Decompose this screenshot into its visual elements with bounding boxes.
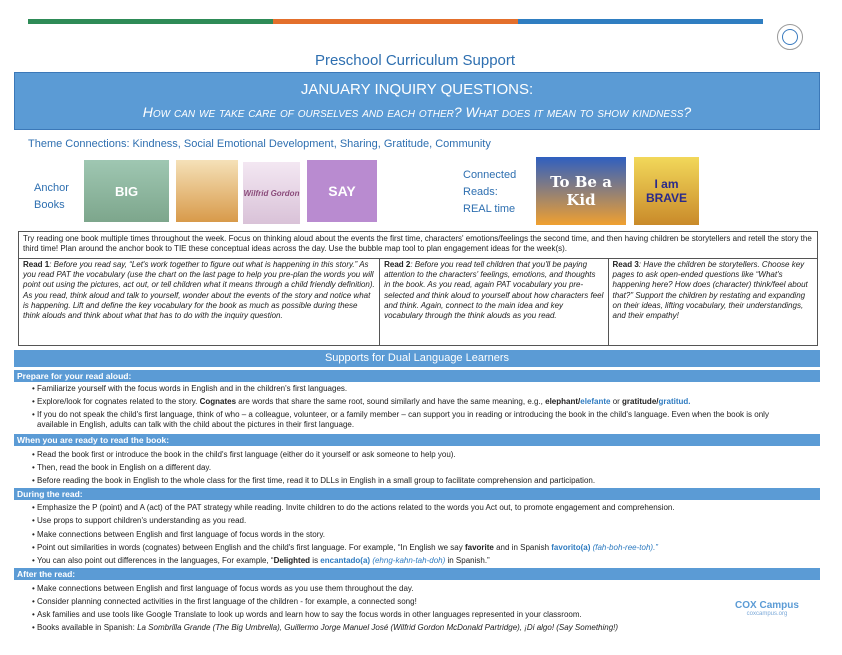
during-bullet-4 — [37, 543, 797, 553]
connected-label-line3: REAL time — [463, 203, 516, 215]
anchor-label-line2: Books — [34, 199, 65, 211]
after-b4-text-a: Books available in Spanish: — [37, 623, 138, 632]
during-bullet-2: • Use props to support children's understanding as you read. — [37, 516, 797, 526]
read-2-cell — [379, 259, 607, 345]
read-2-label: Read 2 — [384, 260, 411, 269]
during-bullet-3: • Make connections between English and first language of focus words in the story. — [37, 530, 797, 540]
read-2-text: : Before you read tell children that you'll be paying attention to the characters' feelings, emotions, and thoughts in the book. As you read, again PAT vocabulary you pre-selected and think aloud to yourself about how characters feel and think. Again, connect to the main idea and key vocabulary through the think alouds as you read. — [384, 260, 604, 321]
book-title-1: BIG — [114, 183, 139, 199]
book-title-4: SAY — [328, 183, 356, 199]
after-section-header: After the read: — [14, 568, 820, 580]
seal-inner — [782, 29, 798, 45]
book-cover-i-am-brave — [634, 157, 699, 225]
during-bullet-1: • Emphasize the P (point) and A (act) of the PAT strategy while reading. Invite children to do the actions related to the words you Act out, to promote engagement and comprehension. — [37, 503, 797, 513]
inquiry-question: How can we take care of ourselves and each other? What does it mean to show kindness? — [142, 104, 692, 120]
during-b5-text-a: You can also point out differences in the languages, For example, “ — [37, 556, 274, 565]
cognates-word: Cognates — [199, 397, 237, 406]
prep-b2-text-a: Explore/look for cognates related to the story. — [37, 397, 200, 406]
theme-connections: Theme Connections: Kindness, Social Emotional Development, Sharing, Gratitude, Community — [28, 138, 491, 150]
favorito-word: favorito(a) — [551, 543, 591, 552]
connected-label-line2: Reads: — [463, 186, 498, 198]
cox-url: coxcampus.org — [746, 611, 788, 617]
anchor-label-line1: Anchor — [34, 182, 69, 194]
book-cover-wilfrid-gordon — [243, 162, 300, 224]
reads-table — [18, 231, 818, 346]
book-title-6: I am BRAVE — [645, 177, 688, 205]
orange-stripe — [273, 19, 518, 24]
cox-brand: COX Campus — [735, 600, 799, 611]
during-b5-text-c: in Spanish.” — [445, 556, 490, 565]
after-bullet-3: • Ask families and use tools like Google Translate to look up words and learn how to say the focus words in other languages represented in your classroom. — [37, 610, 797, 620]
read-3-cell — [608, 259, 817, 345]
during-b5-text-b: is — [310, 556, 321, 565]
prep-b2-text-b: are words that share the same root, sound similarly and have the same meaning, e.g., — [236, 397, 546, 406]
book-cover-guillermo — [176, 160, 238, 222]
delighted-word: Delighted — [273, 556, 311, 565]
ready-bullet-2: • Then, read the book in English on a different day. — [37, 463, 797, 473]
read-3-label: Read 3 — [612, 260, 639, 269]
school-seal-logo — [777, 24, 803, 50]
favorite-word: favorite — [464, 543, 494, 552]
dll-section-header: Supports for Dual Language Learners — [14, 350, 820, 367]
gratitude-word: gratitude/ — [622, 397, 659, 406]
book-cover-big-umbrella — [84, 160, 169, 222]
prepare-section-header: Prepare for your read aloud: — [14, 370, 820, 382]
spanish-books-list: La Sombrilla Grande (The Big Umbrella), Guillermo Jorge Manuel José (Wilfrid Gordon McDonald Partridge), ¡Di algo! (Say Something!) — [137, 623, 619, 632]
encantado-word: encantado(a) — [320, 556, 371, 565]
during-b4-text-b: and in Spanish — [493, 543, 552, 552]
favorito-pronunciation: (fah-boh-ree-toh).” — [590, 543, 658, 552]
during-section-header: During the read: — [14, 488, 820, 500]
read-3-text: : Have the children be storytellers. Choose key pages to ask open-ended questions like “What's happening here? How does (character) think/feel about that?” Support the children by restating and expanding on their ideas, lifting vocabulary, their understandings, and their empathy! — [612, 260, 808, 321]
after-bullet-2: • Consider planning connected activities in the first language of the children - for example, a connected song! — [37, 597, 797, 607]
read-1-cell — [19, 259, 379, 345]
book-cover-to-be-a-kid — [536, 157, 626, 225]
read-1-text: : Before you read say, “Let's work together to figure out what is happening in this story.” As you read PAT the vocabulary (use the chart on the last page to help you pre-plan the words you will point out using the pictures, act out, or tell children what it means through a child friendly definition). As you read, think aloud and talk to yourself, wonder about the events of the story and notice what is happening. Lift and define the key vocabulary for the book as much as possible during these think alouds and think about what that has to do with the inquiry question. — [23, 260, 375, 321]
cox-campus-logo — [732, 600, 802, 617]
connected-label-line1: Connected — [463, 169, 517, 181]
book-cover-say-something — [307, 160, 377, 222]
book-title-5: To Be a Kid — [550, 173, 612, 209]
during-b4-text-a: Point out similarities in words (cognates) between English and the child's first language. For example, “In English we say — [37, 543, 465, 552]
page-title: Preschool Curriculum Support — [314, 52, 516, 69]
anchor-books-label — [34, 180, 69, 214]
prepare-bullet-1: • Familiarize yourself with the focus words in English and in the children's first languages. — [37, 384, 797, 394]
encantado-pronunciation: (ehng-kahn-tah-doh) — [370, 556, 446, 565]
gratitud-word: gratitud. — [658, 397, 691, 406]
blue-stripe — [518, 19, 763, 24]
prepare-bullet-3: • If you do not speak the child's first language, think of who – a colleague, volunteer, or a family member – can support you in reading or introducing the book in the child's language. Even when the book is only available in English, adults can talk with the child about the pictures in their first language. — [37, 410, 797, 430]
top-color-bar — [28, 19, 763, 24]
connected-reads-label — [463, 167, 516, 218]
book-title-3: Wilfrid Gordon — [243, 188, 300, 198]
read-1-label: Read 1 — [23, 260, 50, 269]
ready-section-header: When you are ready to read the book: — [14, 434, 820, 446]
after-bullet-1: • Make connections between English and first language of focus words as you use them throughout the day. — [37, 584, 797, 594]
reads-intro: Try reading one book multiple times throughout the week. Focus on thinking aloud about the events the first time, characters' emotions/feelings the second time, and then having children be storytellers and retell the story the third time! Plan around the anchor book to TIE these conceptual ideas across the day. Use the bubble map tool to plan engagement ideas for the week(s). — [19, 232, 817, 259]
or-text: or — [610, 397, 623, 406]
during-bullet-5 — [37, 556, 797, 566]
ready-bullet-1: • Read the book first or introduce the book in the child's first language (either do it yourself or ask someone to help you). — [37, 450, 797, 460]
elephant-word: elephant/ — [545, 397, 581, 406]
inquiry-banner — [14, 72, 820, 130]
elefante-word: elefante — [580, 397, 611, 406]
inquiry-heading: JANUARY INQUIRY QUESTIONS: — [300, 81, 534, 98]
after-bullet-4 — [37, 623, 797, 633]
ready-bullet-3: • Before reading the book in English to the whole class for the first time, read it to DLLs in English in a small group to facilitate comprehension and participation. — [37, 476, 797, 486]
prepare-bullet-2 — [37, 397, 797, 407]
green-stripe — [28, 19, 273, 24]
